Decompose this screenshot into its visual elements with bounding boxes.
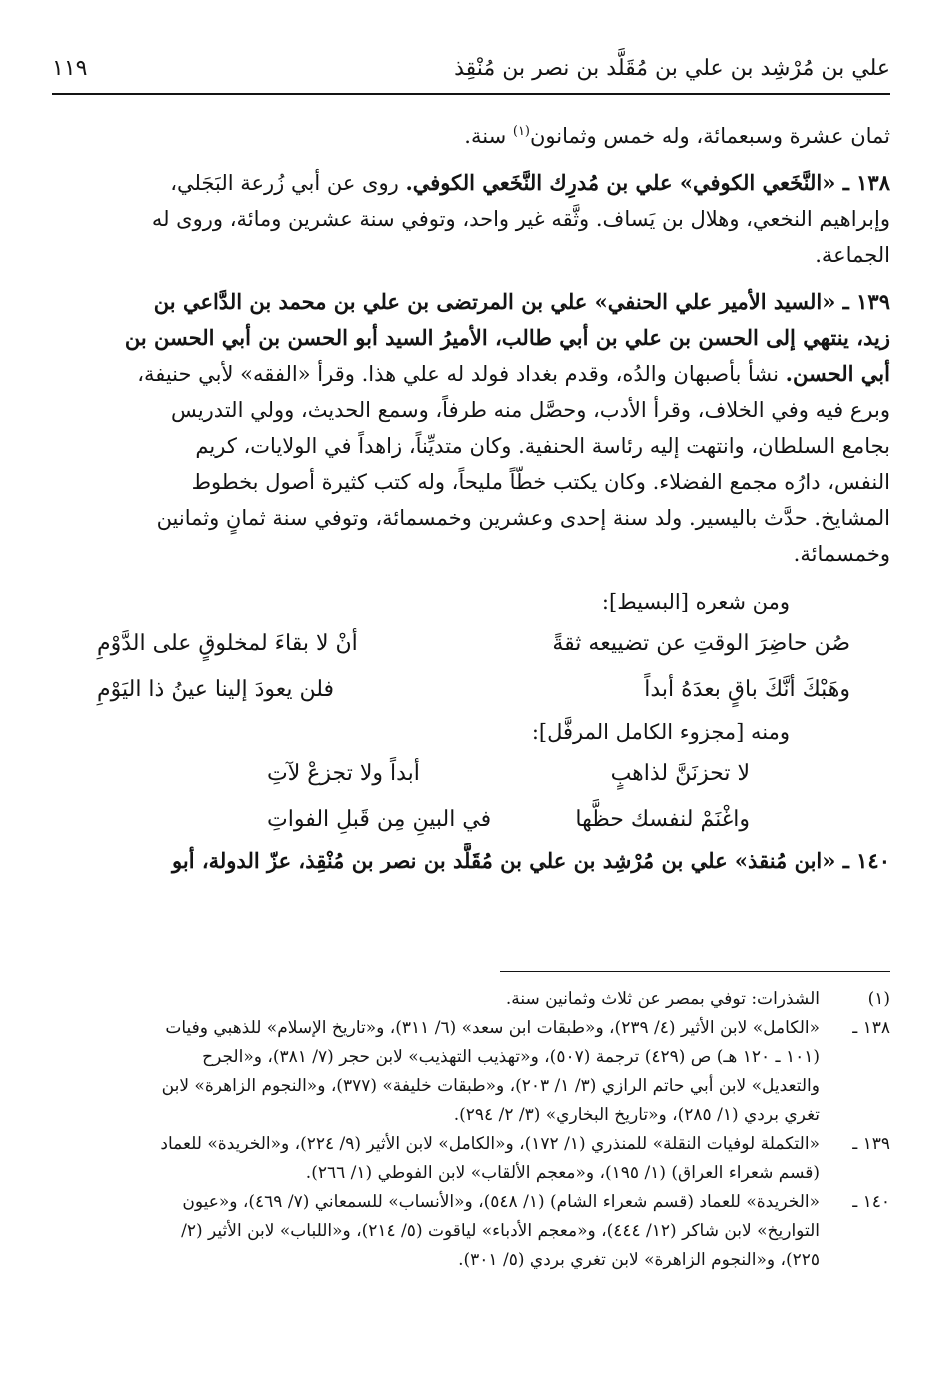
intro-line: ثمان عشرة وسبعمائة، وله خمس وثمانون$^{(١)}$ سنة.	[464, 124, 890, 148]
poem-1-verse-1	[52, 621, 890, 667]
running-header	[52, 52, 890, 92]
entry-138-line-3: الجماعة.	[815, 243, 890, 267]
poem-2-verse-1	[52, 751, 890, 797]
entry-139-heading-2: زيد، ينتهي إلى الحسن بن علي بن أبي طالب، الأميرُ السيد أبو الحسن بن أبي الحسن بن	[124, 325, 890, 350]
footnote-divider	[500, 971, 890, 972]
hemistich: صُن حاضِرَ الوقتِ عن تضييعه ثقةً	[552, 631, 850, 656]
footnote-label: ١٤٠ ـ	[852, 1192, 890, 1212]
page-number: ١١٩	[52, 56, 88, 81]
entry-138-line-1: ١٣٨ ـ «النَّخَعي الكوفي» علي بن مُدرِك النَّخَعي الكوفي. روى عن أبي زُرعة البَجَلي،	[170, 170, 890, 195]
poem-2-verse-2	[52, 797, 890, 843]
hemistich: لا تحزنَنَّ لذاهبٍ	[610, 761, 750, 786]
poem-2-intro: ومنه [مجزوء الكامل المرفَّل]:	[531, 720, 790, 744]
running-title: علي بن مُرْشِد بن علي بن مُقَلَّد بن نصر بن مُنْقِذ	[454, 56, 890, 81]
footnote-label: (١)	[867, 989, 890, 1009]
entry-138-line-2: وإبراهيم النخعي، وهلال بن يَساف. وثَّقه غير واحد، وتوفي سنة عشرين ومائة، وروى له	[151, 207, 890, 231]
hemistich: أبداً ولا تجزعْ لآتِ	[267, 761, 420, 786]
footnote-label: ١٣٩ ـ	[852, 1134, 890, 1154]
entry-139-line-6: النفس، دارُه مجمع الفضلاء. وكان يكتب خطّاً مليحاً، وله كتب كثيرة أصول بخطوط	[191, 470, 890, 494]
entry-139-line-7: المشايخ. حدَّث باليسير. ولد سنة إحدى وعشرين وخمسمائة، وتوفي سنة ثمانٍ وثمانين	[156, 506, 890, 530]
footnote: ١٣٩ ـ «التكملة لوفيات النقلة» للمنذري (١/ ١٧٢)، و«الكامل» لابن الأثير (٩/ ٢٢٤)، و«الخريدة» للعماد (قسم شعراء العراق) (١/ ١٩٥)، و«معجم الألقاب» لابن الفوطي (١/ ٢٦٦).	[52, 1130, 890, 1188]
poem-1-verse-2	[52, 667, 890, 713]
hemistich: في البينِ مِن قَبلِ الفواتِ	[267, 807, 492, 832]
entry-139-line-8: وخمسمائة.	[793, 542, 890, 566]
footnote: (١) الشذرات: توفي بمصر عن ثلاث وثمانين سنة.	[52, 985, 890, 1014]
footnote: ١٤٠ ـ «الخريدة» للعماد (قسم شعراء الشام) (١/ ٥٤٨)، و«الأنساب» للسمعاني (٧/ ٤٦٩)، و«عيون التواريخ» لابن شاكر (١٢/ ٤٤٤)، و«معجم الأدباء» لياقوت (٥/ ٢١٤)، و«اللباب» لابن الأثير (٢/ ٢٢٥)، و«النجوم الزاهرة» لابن تغري بردي (٥/ ٣٠١).	[52, 1188, 890, 1275]
footnotes	[52, 985, 890, 1275]
footnote-ref: (١)	[512, 124, 530, 139]
entry-140-heading: ١٤٠ ـ «ابن مُنقذ» علي بن مُرْشِد بن علي بن مُقَلَّد بن نصر بن مُنْقِذ، عزّ الدولة، أبو	[172, 848, 890, 873]
hemistich: واغْنَمْ لنفسك حظَّها	[575, 807, 750, 832]
main-text	[52, 118, 890, 879]
entry-139-line-3: أبي الحسن. نشأ بأصبهان والدُه، وقدم بغداد فولد له علي هذا. وقرأ «الفقه» لأبي حنيفة،	[137, 361, 890, 386]
entry-139-line-5: بجامع السلطان، وانتهت إليه رئاسة الحنفية. وكان متديِّناً، زاهداً في الولايات، كريم	[195, 434, 890, 458]
entry-138-heading: ١٣٨ ـ «النَّخَعي الكوفي» علي بن مُدرِك النَّخَعي الكوفي.	[405, 170, 890, 195]
entry-139-heading-1: ١٣٩ ـ «السيد الأمير علي الحنفي» علي بن المرتضى بن علي بن محمد بن الدَّاعي بن	[153, 289, 890, 314]
footnote: ١٣٨ ـ «الكامل» لابن الأثير (٤/ ٢٣٩)، و«طبقات ابن سعد» (٦/ ٣١١)، و«تاريخ الإسلام» للذهبي وفيات (١٠١ ـ ١٢٠ هـ) ص (٤٢٩) ترجمة (٥٠٧)، و«تهذيب التهذيب» لابن حجر (٧/ ٣٨١)، و«الجرح والتعديل» لابن أبي حاتم الرازي (٣/ ١/ ٢٠٣)، و«طبقات خليفة» (٣٧٧)، و«النجوم الزاهرة» لابن تغري بردي (١/ ٢٨٥)، و«تاريخ البخاري» (٣/ ٢/ ٢٩٤).	[52, 1014, 890, 1130]
header-divider	[52, 93, 890, 95]
footnote-label: ١٣٨ ـ	[852, 1018, 890, 1038]
poem-1-intro: ومن شعره [البسيط]:	[601, 590, 790, 614]
entry-139-line-4: وبرع فيه وفي الخلاف، وقرأ الأدب، وحصَّل منه طرفاً، وسمع الحديث، وولي التدريس	[171, 398, 890, 422]
hemistich: فلن يعودَ إلينا عينُ ذا اليَوْمِ	[97, 677, 335, 702]
hemistich: وهَبْكَ أنَّكَ باقٍ بعدَهُ أبداً	[644, 677, 850, 702]
hemistich: أنْ لا بقاءَ لمخلوقٍ على الدَّوْمِ	[97, 631, 358, 656]
